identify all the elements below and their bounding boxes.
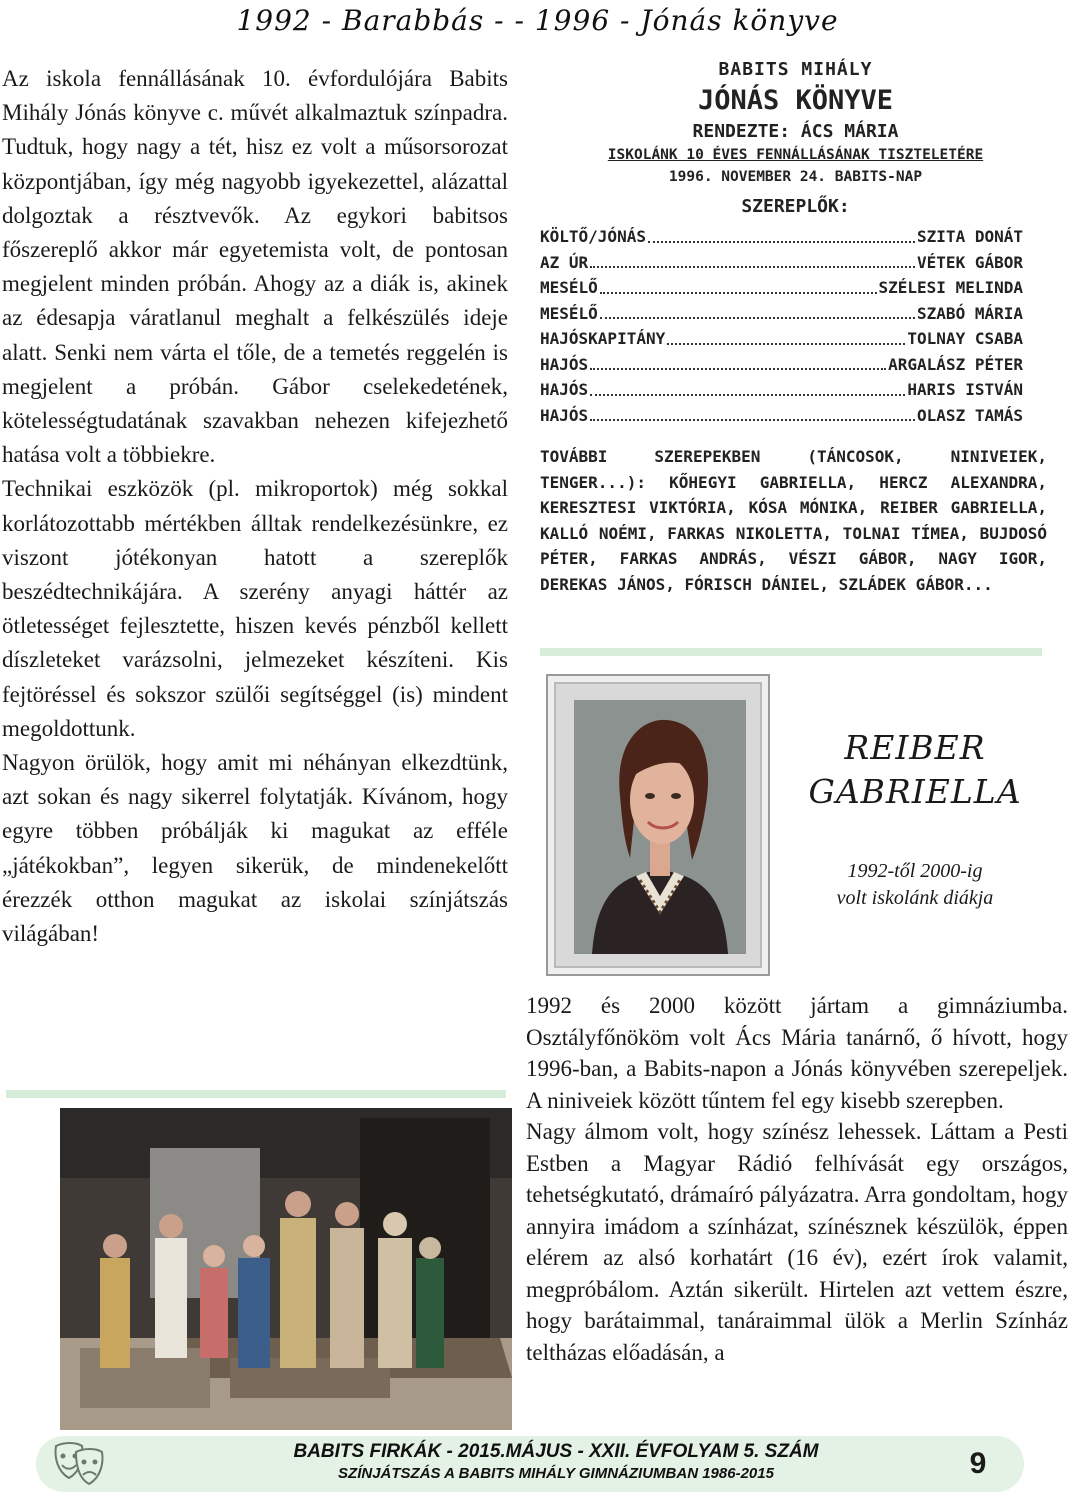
cast-sheet	[528, 58, 1063, 658]
cast-additional: TOVÁBBI SZEREPEKBEN (TÁNCOSOK, NINIVEIEK, TENGER...): KŐHEGYI GABRIELLA, HERCZ ALEXANDRA, KERESZTESI VIKTÓRIA, KÓSA MÓNIKA, REIBER GABRIELLA, KALLÓ NOÉMI, FARKAS NIKOLETTA, TOLNAI TÍMEA, BUJDOSÓ PÉTER, FARKAS ANDRÁS, VÉSZI GÁBOR, NAGY IGOR, DEREKAS JÁNOS, FÓRISCH DÁNIEL, SZLÁDEK GÁBOR...	[540, 447, 1047, 594]
profile-caption-line2: volt iskolánk diákja	[836, 887, 994, 909]
cast-role: AZ ÚR	[540, 252, 589, 272]
cast-row	[540, 326, 1023, 352]
stage-photo-illustration	[60, 1108, 512, 1430]
page-number: 9	[969, 1447, 987, 1480]
profile-name-line2: GABRIELLA	[808, 772, 1022, 811]
footer-subtitle-line: SZÍNJÁTSZÁS A BABITS MIHÁLY GIMNÁZIUMBAN 1986-2015	[338, 1465, 774, 1482]
page-header-title: 1992 - Barabbás - - 1996 - Jónás könyve	[236, 4, 839, 37]
theatre-masks-icon	[50, 1440, 106, 1488]
cast-row	[540, 250, 1023, 276]
cast-actor: SZITA DONÁT	[917, 227, 1023, 246]
stage-performance-photo	[60, 1108, 512, 1430]
leader-dots	[600, 275, 877, 294]
cast-row	[540, 301, 1023, 327]
leader-dots	[590, 377, 905, 396]
left-column-divider	[6, 1090, 506, 1098]
leader-dots	[600, 301, 915, 320]
profile-name-line1: REIBER	[844, 728, 986, 767]
cast-row	[540, 352, 1023, 378]
leader-dots	[590, 250, 915, 269]
leader-dots	[667, 326, 905, 345]
profile-caption-line1: 1992-től 2000-ig	[847, 860, 983, 882]
cast-actor: HARIS ISTVÁN	[907, 380, 1023, 399]
right-article-column	[526, 990, 1068, 1368]
left-paragraph-3: Nagyon örülök, hogy amit mi néhányan elkezdtünk, azt sokan és nagy sikerrel folytatják. Kívánom, hogy egyre többen próbálják ki magukat az efféle „játékokban”, legyen sikerük, de mindenekelőtt érezzék otthon magukat az iskolai színjátszás világában!	[2, 750, 508, 947]
cast-role: HAJÓSKAPITÁNY	[540, 329, 666, 348]
cast-actor: VÉTEK GÁBOR	[917, 252, 1023, 272]
cast-heading: SZEREPLŐK:	[741, 196, 850, 217]
cast-role: MESÉLŐ	[540, 303, 598, 323]
footer-publication-line: BABITS FIRKÁK - 2015.MÁJUS - XXII. ÉVFOLYAM 5. SZÁM	[293, 1441, 819, 1462]
cast-play-title: JÓNÁS KÖNYVE	[697, 85, 894, 116]
cast-row	[540, 224, 1023, 250]
cast-role: HAJÓS	[540, 405, 589, 425]
leader-dots	[590, 403, 915, 422]
right-paragraph-2: Nagy álmom volt, hogy színész lehessek. Láttam a Pesti Estben a Magyar Rádió felhívását egy országos, tehetségkutató, drámaíró pályázatra. Arra gondoltam, hogy annyira imádom a színházat, színésznek készülök, éppen elérem az alsó korhatárt (16 év), ezért írok valamit, megpróbálom. Aztán sikerült. Hirtelen azt vettem észre, hogy barátaimmal, tanáraimmal ülök a Merlin Színház teltházas előadásán, a	[526, 1119, 1068, 1365]
page-footer	[36, 1436, 1024, 1492]
portrait-illustration	[574, 700, 746, 954]
cast-actor: SZABÓ MÁRIA	[917, 303, 1023, 323]
cast-role: MESÉLŐ	[540, 278, 598, 297]
cast-date: 1996. NOVEMBER 24. BABITS-NAP	[668, 169, 923, 185]
cast-sheet-header	[528, 58, 1063, 222]
cast-row	[540, 377, 1023, 403]
cast-occasion: ISKOLÁNK 10 ÉVES FENNÁLLÁSÁNAK TISZTELETÉRE	[607, 147, 984, 163]
left-paragraph-2: Technikai eszközök (pl. mikroportok) még sokkal korlátozottabb mértékben álltak rendelkezésünkre, ez viszont jótékonyan hatott a szereplők beszédtechnikájára. A szerény anyagi háttér az ötletességet fejlesztette, hiszen kevés pénzből kellett díszleteket varázsolni, jelmezeket készíteni. Kis fejtöréssel és sokszor szülői segítséggel (is) mindent megoldottunk.	[2, 476, 508, 741]
cast-author: BABITS MIHÁLY	[718, 59, 873, 80]
left-paragraph-1: Az iskola fennállásának 10. évfordulójára Babits Mihály Jónás könyve c. művét alkalmaztuk színpadra. Tudtuk, hogy nagy a tét, hisz ez volt a műsorsorozat központjában, így még nagyobb igyekezettel, alázattal dolgoztak a résztvevők. Az egykori babitsos főszereplő akkor már egyetemista volt, de pontosan megjelent minden próbán. Ahogy az a diák is, akinek az édesapja váratlanul meghalt a felkészülés ideje alatt. Senki nem várta el tőle, de a temetés reggelén is megjelent a próbán. Gábor cselekedetének, kötelességtudatának szavakban nehezen kifejezhető hatása volt a többiekre.	[2, 66, 508, 468]
cast-role: HAJÓS	[540, 380, 589, 399]
cast-role: HAJÓS	[540, 354, 589, 374]
cast-actor: SZÉLESI MELINDA	[878, 278, 1023, 297]
cast-actor: ARGALÁSZ PÉTER	[888, 354, 1023, 374]
cast-actor: TOLNAY CSABA	[907, 329, 1023, 348]
profile-caption	[780, 858, 1050, 912]
cast-row	[540, 275, 1023, 301]
leader-dots	[590, 352, 886, 371]
profile-name	[780, 726, 1050, 814]
cast-list	[528, 224, 1063, 428]
cast-director: RENDEZTE: ÁCS MÁRIA	[692, 121, 899, 142]
leader-dots	[648, 224, 915, 243]
portrait-photo	[574, 700, 746, 954]
portrait-frame	[546, 674, 770, 976]
cast-row	[540, 403, 1023, 429]
right-paragraph-1: 1992 és 2000 között jártam a gimnáziumba. Osztályfőnököm volt Ács Mária tanárnő, ő hívott, hogy 1996-ban, a Babits-napon a Jónás könyvében szerepeljek. A niniveiek között tűntem fel egy kisebb szerepben.	[526, 993, 1068, 1113]
cast-role: KÖLTŐ/JÓNÁS	[540, 227, 646, 246]
cast-actor: OLASZ TAMÁS	[917, 405, 1023, 425]
left-article-column	[2, 62, 508, 951]
